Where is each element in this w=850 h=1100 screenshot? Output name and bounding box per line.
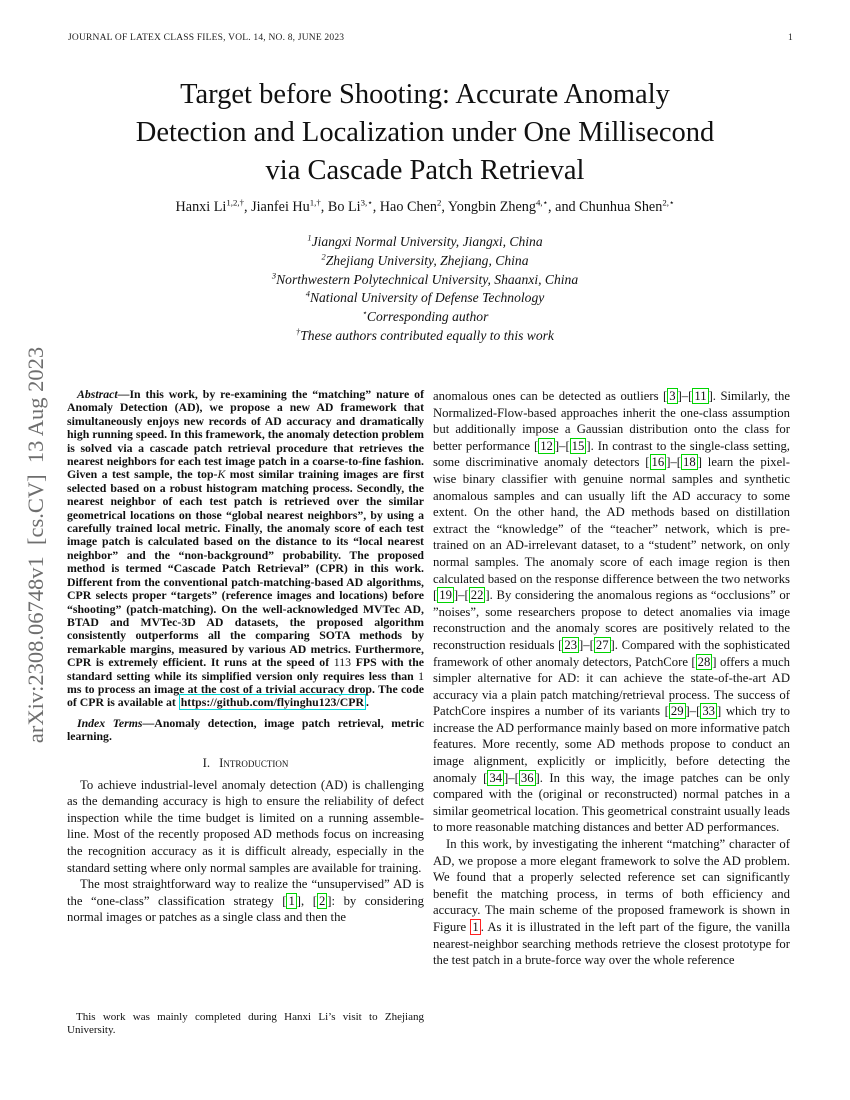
- citation-link[interactable]: 15: [571, 438, 585, 453]
- citation-link[interactable]: 18: [683, 455, 696, 470]
- index-terms: Index Terms—Anomaly detection, image patch retrieval, metric learning.: [67, 715, 424, 744]
- citation-link[interactable]: 34: [489, 770, 503, 785]
- page-number: 1: [788, 33, 793, 43]
- paragraph: In this work, by investigating the inherent “matching” character of AD, we propose a more elegant framework to solve the AD problem. We found that a properly selected reference set can significantly benefit the matching process, in terms of both efficiency and accuracy. The main scheme of the proposed framework is shown in Figure 1 . As it is illustrated in the left part of the figure, the vanilla nearest-neighbor searching methods retrieve the closest prototype for the test patch in a brute-force way over the whole reference: [433, 837, 790, 968]
- paper-title: [60, 76, 790, 190]
- citation-link[interactable]: 36: [520, 770, 534, 785]
- affiliation-mark: 1: [307, 232, 312, 243]
- affiliation-mark: 4: [305, 288, 310, 299]
- affiliation-mark: 2: [321, 251, 326, 262]
- citation-link[interactable]: 29: [670, 704, 684, 719]
- affiliation-line: $^2$Zhejiang University, Zhejiang, China: [321, 251, 529, 268]
- abstract-paragraph: Abstract—In this work, by re-examining the “matching” nature of Anomaly Detection (AD), we propose a new AD framework that simultaneously enjoys new records of AD accuracy and dramatically high running speed. In this framework, the anomaly detection problem is solved via a cascade patch retrieval procedure that retrieves the nearest neighbors for each test image patch in a coarse-to-fine fashion. Given a test sample, the top-K most similar training images are first selected based on a robust histogram matching process. Secondly, the nearest neighbor of each test patch is retrieved over the similar geometrical locations on those “global nearest neighbors”, by using a carefully trained local metric. Finally, the anomaly score of each test image patch is calculated based on the distance to its “local nearest neighbor” and the “non-background” probability. The proposed method is termed “Cascade Patch Retrieval” (CPR) in this work. Different from the conventional patch-matching-based AD algorithms, CPR selects proper “targets” (reference images and locations) before “shooting” (patch-matching). On the well-acknowledged MVTec AD, BTAD and MVTec-3D AD datasets, the proposed algorithm consistently outperforms all the comparing SOTA methods by remarkable margins, measured by various AD metrics. Furthermore, CPR is extremely efficient. It runs at the speed of 113 FPS with the standard setting while its simplified version only requires less than 1 ms to process an image at the cost of a trivial accuracy drop. The code of CPR is available at https://github.com/flyinghu123/CPR .: [67, 387, 424, 710]
- title-line: via Cascade Patch Retrieval: [265, 155, 585, 186]
- citation-link[interactable]: 12: [540, 438, 553, 453]
- citation-link[interactable]: 19: [439, 588, 452, 603]
- superscript-mark: 2: [436, 197, 442, 208]
- affiliation-mark: ⋆: [361, 307, 367, 318]
- paragraph: anomalous ones can be detected as outliers [ 3 ]–[ 11 ]. Similarly, the Normalized-Flow-based approaches inherit the one-class assumption but additionally impose a Gaussian distribution onto the class for better performance [ 12 ]–[ 15 ]. In contrast to the single-class setting, some discriminative anomaly detectors [ 16 ]–[ 18 ] learn the pixel-wise binary classifier with genuine normal samples and synthetic anomalous samples and can usually lift the AD accuracy to some extent. On the other hand, the AD methods based on distillation extract the “knowledge” of the “teacher” network, which is pre-trained on an AD-irrelevant dataset, to a “student” network, on only normal samples. The anomaly score of each image region is then calculated based on the response difference between the two networks [ 19 ]–[ 22 ]. By considering the anomalous regions as “occlusions” or ”noises”, some researchers propose to detect anomalies via image reconstruction and the anomaly scores are positively related to the reconstruction residuals [ 23 ]–[ 27 ]. Compared with the sophisticated framework of other anomaly detectors, PatchCore [ 28 ] offers a much simpler alternative for AD: it can achieve the state-of-the-art AD accuracy via a plain patch matching/retrieval process. The success of PatchCore inspires a number of its variants [ 29 ]–[ 33 ] which try to increase the AD performance mainly based on more informative patch features. More recently, some AD methods propose to conduct an image alignment, explicitly or implicitly, before detecting the anomaly [ 34 ]–[ 36 ]. In this way, the image patches can be only compared with the (original or reconstructed) normal patches in a similar geometrical location. This geometrical constraint usually leads to more reasonable matching distances and better AD performances.: [433, 389, 791, 835]
- emphasis-label: Abstract: [77, 387, 118, 401]
- citation-link[interactable]: 27: [595, 637, 609, 652]
- citation-link[interactable]: 33: [702, 704, 716, 719]
- math-number: 113: [333, 655, 352, 670]
- superscript-mark: 1,†: [309, 197, 321, 208]
- title-line: Target before Shooting: Accurate Anomaly: [180, 79, 670, 110]
- paragraph: The most straightforward way to realize the “unsupervised” AD is the “one-class” classification strategy [ 1 ], [ 2 ]: by considering normal images or patches as a single class and then the: [67, 877, 424, 925]
- affiliation-line: †These authors contributed equally to this work: [296, 326, 554, 343]
- math-number: 1: [418, 668, 424, 683]
- page-header: [68, 33, 793, 43]
- affiliation-line: $^1$Jiangxi Normal University, Jiangxi, China: [307, 232, 543, 249]
- citation-link[interactable]: 2: [318, 893, 326, 908]
- title-line: Detection and Localization under One Millisecond: [135, 117, 715, 148]
- author-line: Hanxi $Li^{1,2,\dagger}$, Jianfei $Hu^{1,\dagger}$, Bo $Li^{3,⋆}$, Hao Chen$^2$, Yongbin Zheng$^{4,⋆}$, and Chunhua Shen$^{2,⋆}$: [175, 197, 675, 215]
- section-title: Introduction: [219, 755, 289, 770]
- superscript-mark: 3,⋆: [360, 197, 373, 208]
- superscript-mark: 1,2,†: [226, 197, 244, 208]
- superscript-mark: 4,⋆: [535, 197, 549, 208]
- figure-reference-link[interactable]: 1: [472, 920, 479, 934]
- affiliations-block: [60, 233, 790, 346]
- right-column-body: [433, 388, 790, 969]
- affiliation-line: $^3$Northwestern Polytechnical University, Shaanxi, China: [271, 270, 579, 287]
- citation-link[interactable]: 1: [288, 893, 295, 908]
- arxiv-watermark: arXiv:2308.06748v1 [cs.CV] 13 Aug 2023: [23, 346, 48, 744]
- right-column: [433, 388, 790, 969]
- affiliation-mark: †: [296, 326, 301, 337]
- citation-link[interactable]: 16: [651, 455, 665, 470]
- journal-header: JOURNAL OF LATEX CLASS FILES, VOL. 14, NO. 8, JUNE 2023: [68, 33, 345, 43]
- affiliation-line: ⋆Corresponding author: [361, 307, 489, 325]
- code-url-link[interactable]: https://github.com/flyinghu123/CPR: [180, 695, 364, 710]
- superscript-mark: 2,⋆: [662, 197, 675, 208]
- citation-link[interactable]: 11: [694, 389, 707, 403]
- emphasis-label: Index Terms: [77, 715, 143, 730]
- thanks-footnote: This work was mainly completed during Hanxi Li’s visit to Zhejiang University.: [67, 1011, 424, 1036]
- paragraph: To achieve industrial-level anomaly detection (AD) is challenging as the demanding accuracy is high to ensure the reliability of defect inspection while the time budget is limited on a running assemble-line. Most of the recently proposed AD methods focus on increasing the recognition accuracy as it is difficult already, especially in the standard setting where only normal samples are available for training.: [67, 777, 424, 875]
- citation-link[interactable]: 22: [470, 588, 484, 603]
- citation-link[interactable]: 23: [564, 637, 578, 652]
- citation-link[interactable]: 3: [669, 389, 676, 403]
- affiliation-mark: 3: [271, 270, 277, 281]
- affiliation-line: $^4$National University of Defense Technology: [305, 288, 545, 306]
- left-column-body: [67, 777, 424, 926]
- section-heading-introduction: [67, 756, 424, 771]
- left-column: [67, 388, 424, 926]
- citation-link[interactable]: 28: [697, 654, 711, 669]
- section-number: I.: [202, 755, 211, 770]
- math-symbol: K: [217, 467, 226, 482]
